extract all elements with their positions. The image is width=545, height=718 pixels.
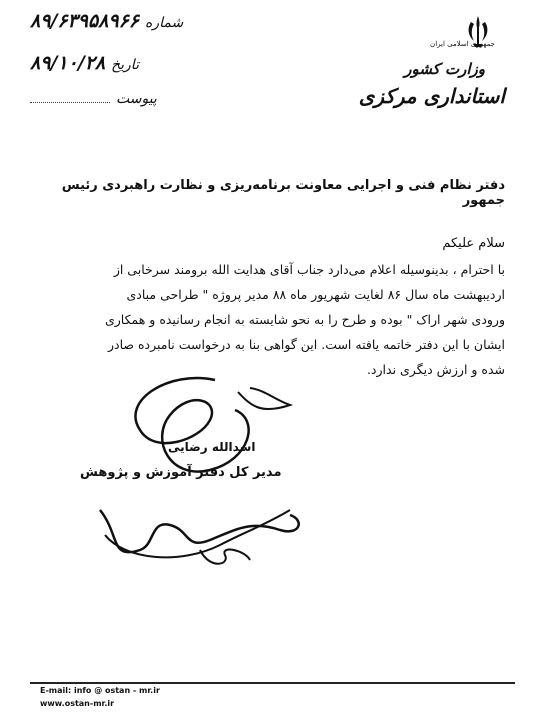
letter-date-field xyxy=(30,52,139,74)
org-ministry: وزارت کشور xyxy=(404,60,485,78)
handwritten-signature xyxy=(60,360,320,600)
org-office: استانداری مرکزی xyxy=(358,84,505,108)
body-line: ورودی شهر اراک " بوده و طرح را به نحو شایسته به انجام رسانیده و همکاری xyxy=(104,312,505,327)
letter-greeting: سلام علیکم xyxy=(442,236,505,251)
attachment-dotted-line xyxy=(30,90,110,103)
number-label: شماره xyxy=(145,15,184,31)
body-line: اردیبهشت ماه سال ۸۶ لغایت شهریور ماه ۸۸ مدیر پروژه " طراحی مبادی xyxy=(126,287,505,302)
footer-divider xyxy=(30,682,515,684)
letter-number: ۸۹/۶۳۹۵۸۹۶۶ xyxy=(30,10,139,32)
attachment-label: پیوست xyxy=(116,91,157,107)
body-line: ایشان با این دفتر خاتمه یافته است. این گواهی بنا به درخواست نامبرده صادر xyxy=(108,337,505,352)
signer-name: اسدالله رضایی xyxy=(168,440,256,454)
letter-number-field xyxy=(30,10,183,32)
letter-date: ۸۹/۱۰/۲۸ xyxy=(30,52,106,74)
letter-recipient: دفتر نظام فنی و اجرایی معاونت برنامه‌ریزی و نظارت راهبردی رئیس جمهور xyxy=(61,178,505,208)
footer-website: www.ostan-mr.ir xyxy=(40,699,115,708)
date-label: تاریخ xyxy=(111,57,139,73)
attachment-field xyxy=(30,88,157,107)
footer-email: E-mail: info @ ostan - mr.ir xyxy=(40,686,160,695)
body-line: با احترام ، بدینوسیله اعلام می‌دارد جناب آقای هدایت الله برومند سرخابی از xyxy=(113,262,505,277)
org-country: جمهوری اسلامی ایران xyxy=(430,40,495,48)
signer-title: مدیر کل دفتر آموزش و پژوهش xyxy=(80,465,282,480)
body-line: شده و ارزش دیگری ندارد. xyxy=(366,362,505,377)
